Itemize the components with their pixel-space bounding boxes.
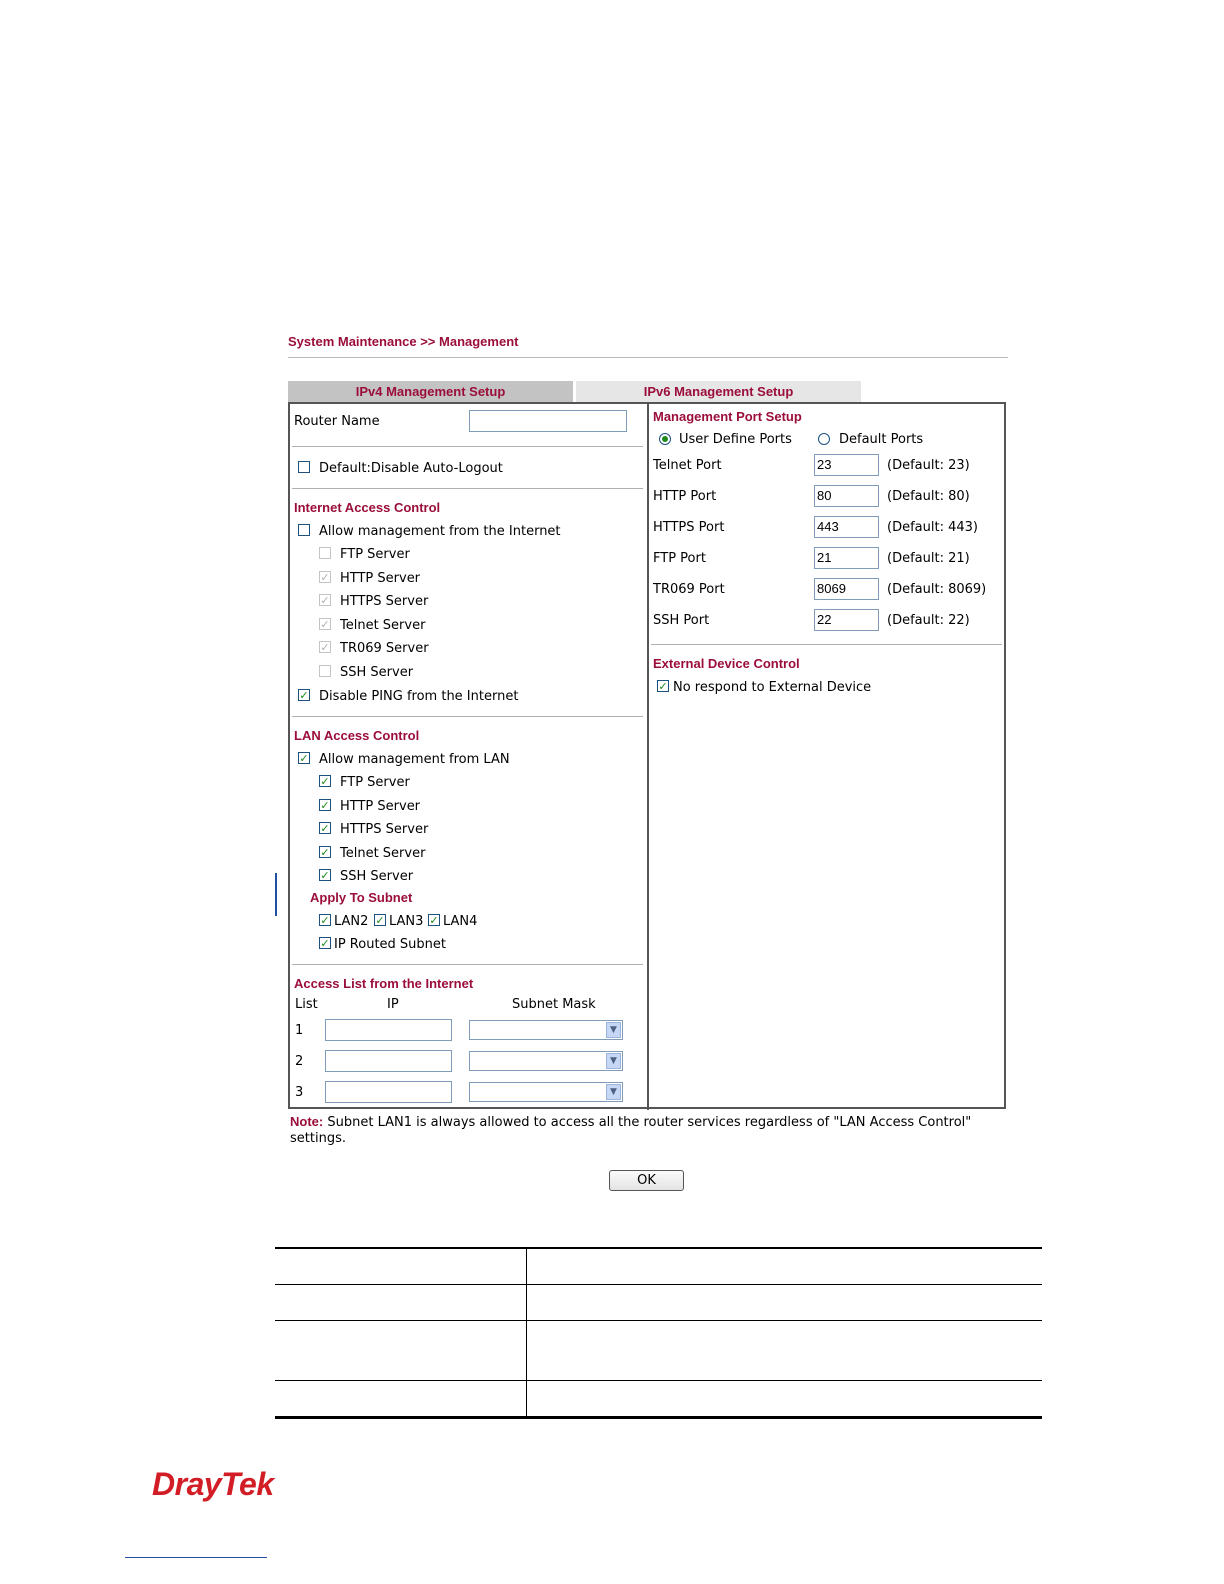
lan2-label: LAN2 <box>334 914 369 929</box>
note-line-2: settings. <box>290 1131 346 1146</box>
default-ports-radio[interactable] <box>818 433 830 445</box>
allow-lan-checkbox[interactable]: ✓ <box>299 751 309 765</box>
lan-service-checkbox[interactable]: ✓ <box>320 798 330 812</box>
internet-service-checkbox[interactable]: ✓ <box>320 617 330 631</box>
lan2-checkbox[interactable]: ✓ <box>320 913 330 927</box>
lan-service-label: HTTP Server <box>340 799 421 814</box>
router-name-label: Router Name <box>294 414 380 429</box>
lan-service-label: Telnet Server <box>340 846 426 861</box>
external-device-title: External Device Control <box>653 656 800 671</box>
ip-routed-subnet-label: IP Routed Subnet <box>334 937 447 952</box>
apply-to-subnet-title: Apply To Subnet <box>310 890 413 905</box>
lan-service-label: HTTPS Server <box>340 822 429 837</box>
port-input[interactable]: 23 <box>814 454 879 476</box>
title-divider <box>288 357 1008 358</box>
table-row-divider <box>275 1320 1042 1321</box>
access-list-ip-input-1[interactable] <box>325 1019 452 1041</box>
port-label: HTTP Port <box>653 489 717 504</box>
access-list-index: 3 <box>295 1085 304 1100</box>
access-list-col-list: List <box>295 997 318 1012</box>
port-label: SSH Port <box>653 613 710 628</box>
lan-service-checkbox[interactable]: ✓ <box>320 868 330 882</box>
breadcrumb: System Maintenance >> Management <box>288 334 519 349</box>
access-list-col-mask: Subnet Mask <box>512 997 596 1012</box>
port-label: FTP Port <box>653 551 706 566</box>
port-input[interactable]: 21 <box>814 547 879 569</box>
divider <box>292 488 643 489</box>
internet-service-label: FTP Server <box>340 547 410 562</box>
port-default-label: (Default: 21) <box>887 551 970 566</box>
access-list-ip-input-3[interactable] <box>325 1081 452 1103</box>
divider <box>292 446 643 447</box>
access-list-ip-input-2[interactable] <box>325 1050 452 1072</box>
internet-service-checkbox[interactable]: ✓ <box>320 640 330 654</box>
lan-service-checkbox[interactable]: ✓ <box>320 845 330 859</box>
internet-service-label: SSH Server <box>340 665 414 680</box>
internet-service-label: HTTPS Server <box>340 594 429 609</box>
auto-logout-label: Default:Disable Auto-Logout <box>319 461 503 476</box>
margin-marker <box>275 873 277 916</box>
chevron-down-icon: ▼ <box>606 1022 621 1038</box>
divider <box>292 716 643 717</box>
internet-service-checkbox[interactable] <box>319 665 331 677</box>
note-line-1 <box>290 1114 971 1130</box>
lan-access-title: LAN Access Control <box>294 728 420 743</box>
port-setup-title: Management Port Setup <box>653 409 802 424</box>
internet-service-checkbox[interactable]: ✓ <box>320 593 330 607</box>
access-list-index: 1 <box>295 1023 304 1038</box>
access-list-mask-select-2[interactable] <box>469 1051 623 1071</box>
access-list-index: 2 <box>295 1054 304 1069</box>
allow-internet-checkbox[interactable] <box>298 524 310 536</box>
internet-service-label: HTTP Server <box>340 571 421 586</box>
no-respond-external-label: No respond to External Device <box>673 680 872 695</box>
lan4-label: LAN4 <box>443 914 478 929</box>
table-border-top <box>275 1247 1042 1249</box>
auto-logout-checkbox[interactable] <box>298 461 310 473</box>
access-list-mask-select-1[interactable] <box>469 1020 623 1040</box>
note-prefix: Note: <box>290 1114 324 1129</box>
access-list-mask-select-3[interactable] <box>469 1082 623 1102</box>
disable-ping-checkbox[interactable]: ✓ <box>299 688 309 702</box>
lan-service-checkbox[interactable]: ✓ <box>320 821 330 835</box>
table-column-divider <box>526 1248 527 1417</box>
draytek-logo: DrayTek <box>152 1466 274 1502</box>
divider <box>651 644 1002 645</box>
lan-service-label: FTP Server <box>340 775 410 790</box>
lan-service-checkbox[interactable]: ✓ <box>320 774 330 788</box>
table-row-divider <box>275 1284 1042 1285</box>
port-default-label: (Default: 23) <box>887 458 970 473</box>
no-respond-external-checkbox[interactable]: ✓ <box>658 679 668 693</box>
default-ports-label: Default Ports <box>839 432 924 447</box>
port-default-label: (Default: 22) <box>887 613 970 628</box>
allow-internet-label: Allow management from the Internet <box>319 524 561 539</box>
tab-ipv6-management[interactable]: IPv6 Management Setup <box>576 381 861 403</box>
chevron-down-icon: ▼ <box>606 1053 621 1069</box>
internet-service-label: Telnet Server <box>340 618 426 633</box>
port-default-label: (Default: 8069) <box>887 582 987 597</box>
ip-routed-subnet-checkbox[interactable]: ✓ <box>320 936 330 950</box>
internet-service-label: TR069 Server <box>340 641 429 656</box>
port-input[interactable]: 8069 <box>814 578 879 600</box>
user-define-ports-label: User Define Ports <box>679 432 792 447</box>
note-text: Subnet LAN1 is always allowed to access all the router services regardless of "LAN Access Control" <box>327 1115 972 1130</box>
internet-service-checkbox[interactable]: ✓ <box>320 570 330 584</box>
disable-ping-label: Disable PING from the Internet <box>319 689 519 704</box>
port-label: TR069 Port <box>653 582 725 597</box>
panel-divider <box>647 402 649 1110</box>
port-default-label: (Default: 443) <box>887 520 978 535</box>
user-define-ports-radio[interactable] <box>659 433 671 445</box>
table-border-bottom <box>275 1416 1042 1419</box>
lan4-checkbox[interactable]: ✓ <box>429 913 439 927</box>
tab-ipv4-management[interactable]: IPv4 Management Setup <box>288 381 573 403</box>
footer-rule <box>125 1557 267 1558</box>
divider <box>292 964 643 965</box>
port-label: Telnet Port <box>653 458 722 473</box>
allow-lan-label: Allow management from LAN <box>319 752 510 767</box>
access-list-title: Access List from the Internet <box>294 976 474 991</box>
internet-service-checkbox[interactable] <box>319 547 331 559</box>
lan3-label: LAN3 <box>389 914 424 929</box>
chevron-down-icon: ▼ <box>606 1084 621 1100</box>
ok-button[interactable]: OK <box>609 1170 684 1191</box>
port-input[interactable]: 22 <box>814 609 879 631</box>
access-list-col-ip: IP <box>387 997 399 1012</box>
router-name-input[interactable] <box>469 410 627 432</box>
port-input[interactable]: 443 <box>814 516 879 538</box>
lan-service-label: SSH Server <box>340 869 414 884</box>
port-label: HTTPS Port <box>653 520 725 535</box>
port-input[interactable]: 80 <box>814 485 879 507</box>
port-default-label: (Default: 80) <box>887 489 970 504</box>
lan3-checkbox[interactable]: ✓ <box>375 913 385 927</box>
radio-selected-dot <box>662 436 668 442</box>
internet-access-title: Internet Access Control <box>294 500 441 515</box>
table-row-divider <box>275 1380 1042 1381</box>
